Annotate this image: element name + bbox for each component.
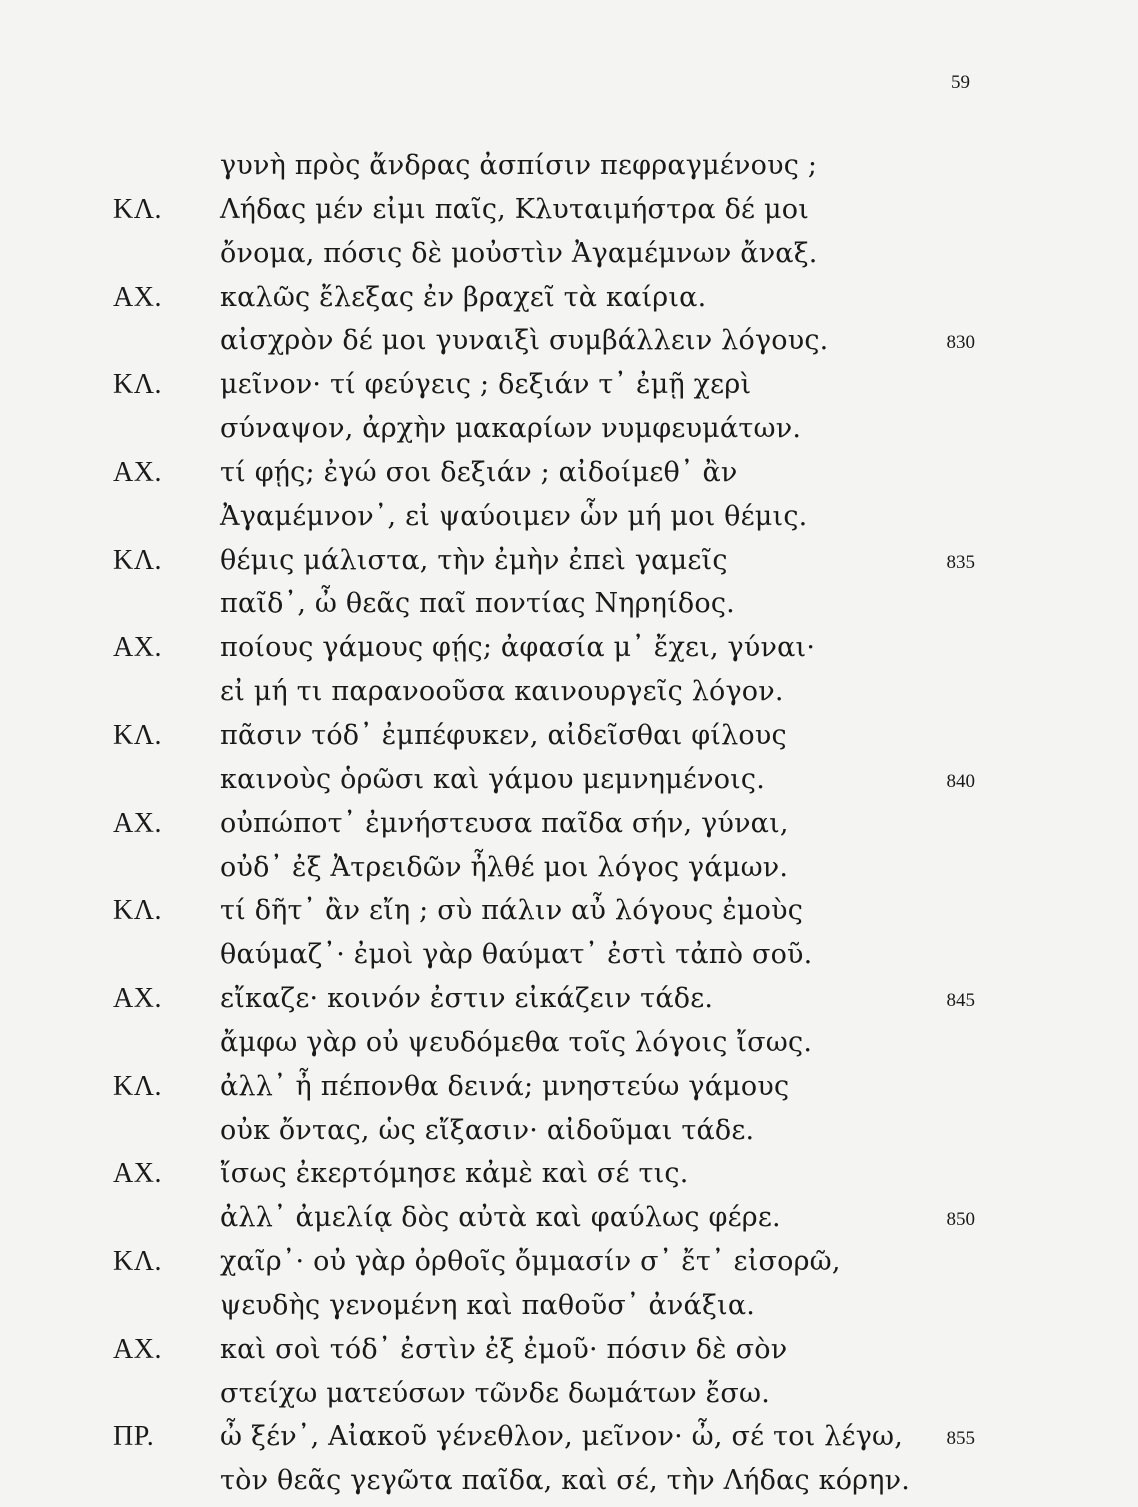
verse-line [0,455,1138,499]
verse-text: ὄνομα, πόσις δὲ μοὐστὶν Ἀγαμέμνων ἄναξ. [220,237,818,269]
verse-text: καὶ σοὶ τόδ᾽ ἐστὶν ἐξ ἐμοῦ· πόσιν δὲ σὸν [220,1333,788,1365]
verse-text: ὦ ξέν᾽, Αἰακοῦ γένεθλον, μεῖνον· ὦ, σέ τοι λέγω, [220,1421,904,1453]
speaker-label: ΑΧ. [113,1158,162,1190]
verse-line [0,981,1138,1025]
verse-line [0,937,1138,981]
speaker-label: ΚΛ. [113,369,163,401]
verse-line [0,1332,1138,1376]
verse-text: ποίους γάμους φῄς; ἀφασία μ᾽ ἔχει, γύναι· [220,632,816,664]
speaker-label: ΑΧ. [113,632,162,664]
verse-text: οὐκ ὄντας, ὡς εἴξασιν· αἰδοῦμαι τάδε. [220,1114,755,1146]
verse-line [0,148,1138,192]
verse-line [0,893,1138,937]
verse-line [0,499,1138,543]
verse-text: καινοὺς ὁρῶσι καὶ γάμου μεμνημένοις. [220,763,766,795]
speaker-label: ΚΛ. [113,895,163,927]
verse-line [0,806,1138,850]
verse-text: εἰ μή τι παρανοοῦσα καινουργεῖς λόγον. [220,676,784,708]
verse-line [0,718,1138,762]
verse-text: σύναψον, ἀρχὴν μακαρίων νυμφευμάτων. [220,413,802,445]
verse-line [0,280,1138,324]
verse-line [0,1113,1138,1157]
speaker-label: ΚΛ. [113,719,163,751]
speaker-label: ΚΛ. [113,193,163,225]
speaker-label: ΚΛ. [113,1070,163,1102]
line-number: 850 [946,1209,975,1231]
verse-text: στείχω ματεύσων τῶνδε δωμάτων ἔσω. [220,1377,770,1409]
verse-line [0,1069,1138,1113]
verse-text: ἄμφω γὰρ οὐ ψευδόμεθα τοῖς λόγοις ἴσως. [220,1026,813,1058]
verse-text: ἀλλ᾽ ἀμελίᾳ δὸς αὐτὰ καὶ φαύλως φέρε. [220,1202,781,1234]
verse-line [0,543,1138,587]
verse-text: πᾶσιν τόδ᾽ ἐμπέφυκεν, αἰδεῖσθαι φίλους [220,719,787,751]
verse-text: τί δῆτ᾽ ἂν εἴη ; σὺ πάλιν αὖ λόγους ἐμοὺς [220,895,804,927]
verse-line [0,1025,1138,1069]
page-number: 59 [951,72,970,93]
speaker-label: ΑΧ. [113,1333,162,1365]
verse-text: τὸν θεᾶς γεγῶτα παῖδα, καὶ σέ, τὴν Λήδας κόρην. [220,1465,911,1497]
verse-text: ἀλλ᾽ ἦ πέπονθα δεινά; μνηστεύω γάμους [220,1070,790,1102]
verse-line [0,1419,1138,1463]
verse-line [0,1200,1138,1244]
verse-line [0,1463,1138,1507]
verse-text: αἰσχρὸν δέ μοι γυναιξὶ συμβάλλειν λόγους. [220,325,829,357]
speaker-label: ΚΛ. [113,1246,163,1278]
verse-line [0,323,1138,367]
line-number: 855 [946,1428,975,1450]
verse-text: τί φῄς; ἐγώ σοι δεξιάν ; αἰδοίμεθ᾽ ἂν [220,456,738,488]
verse-line [0,762,1138,806]
verse-line [0,850,1138,894]
verse-block [0,148,1138,1507]
line-number: 845 [946,990,975,1012]
speaker-label: ΚΛ. [113,544,163,576]
line-number: 830 [946,332,975,354]
verse-line [0,1288,1138,1332]
verse-line [0,1156,1138,1200]
verse-text: παῖδ᾽, ὦ θεᾶς παῖ ποντίας Νηρηίδος. [220,588,735,620]
verse-text: ἴσως ἐκερτόμησε κἀμὲ καὶ σέ τις. [220,1158,689,1190]
verse-text: χαῖρ᾽· οὐ γὰρ ὀρθοῖς ὄμμασίν σ᾽ ἔτ᾽ εἰσορῶ, [220,1246,841,1278]
verse-line [0,1244,1138,1288]
verse-text: γυνὴ πρὸς ἄνδρας ἀσπίσιν πεφραγμένους ; [220,150,818,181]
speaker-label: ΑΧ. [113,281,162,313]
verse-text: καλῶς ἔλεξας ἐν βραχεῖ τὰ καίρια. [220,281,707,313]
line-number: 840 [946,770,975,792]
speaker-label: ΠΡ. [113,1421,155,1453]
speaker-label: ΑΧ. [113,456,162,488]
verse-line [0,367,1138,411]
verse-line [0,192,1138,236]
verse-text: μεῖνον· τί φεύγεις ; δεξιάν τ᾽ ἐμῇ χερὶ [220,369,752,401]
verse-text: οὐπώποτ᾽ ἐμνήστευσα παῖδα σήν, γύναι, [220,807,789,839]
verse-line [0,586,1138,630]
verse-line [0,411,1138,455]
verse-line [0,674,1138,718]
verse-text: εἴκαζε· κοινόν ἐστιν εἰκάζειν τάδε. [220,983,714,1015]
verse-text: Λήδας μέν εἰμι παῖς, Κλυταιμήστρα δέ μοι [220,193,809,225]
verse-line [0,1376,1138,1420]
verse-text: Ἀγαμέμνον᾽, εἰ ψαύοιμεν ὧν μή μοι θέμις. [220,500,808,532]
verse-line [0,630,1138,674]
verse-line [0,236,1138,280]
verse-text: ψευδὴς γενομένη καὶ παθοῦσ᾽ ἀνάξια. [220,1289,756,1321]
speaker-label: ΑΧ. [113,807,162,839]
verse-text: θέμις μάλιστα, τὴν ἐμὴν ἐπεὶ γαμεῖς [220,544,728,576]
verse-text: θαύμαζ᾽· ἐμοὶ γὰρ θαύματ᾽ ἐστὶ τἀπὸ σοῦ. [220,939,813,971]
verse-text: οὐδ᾽ ἐξ Ἀτρειδῶν ἦλθέ μοι λόγος γάμων. [220,851,789,883]
speaker-label: ΑΧ. [113,983,162,1015]
line-number: 835 [946,551,975,573]
